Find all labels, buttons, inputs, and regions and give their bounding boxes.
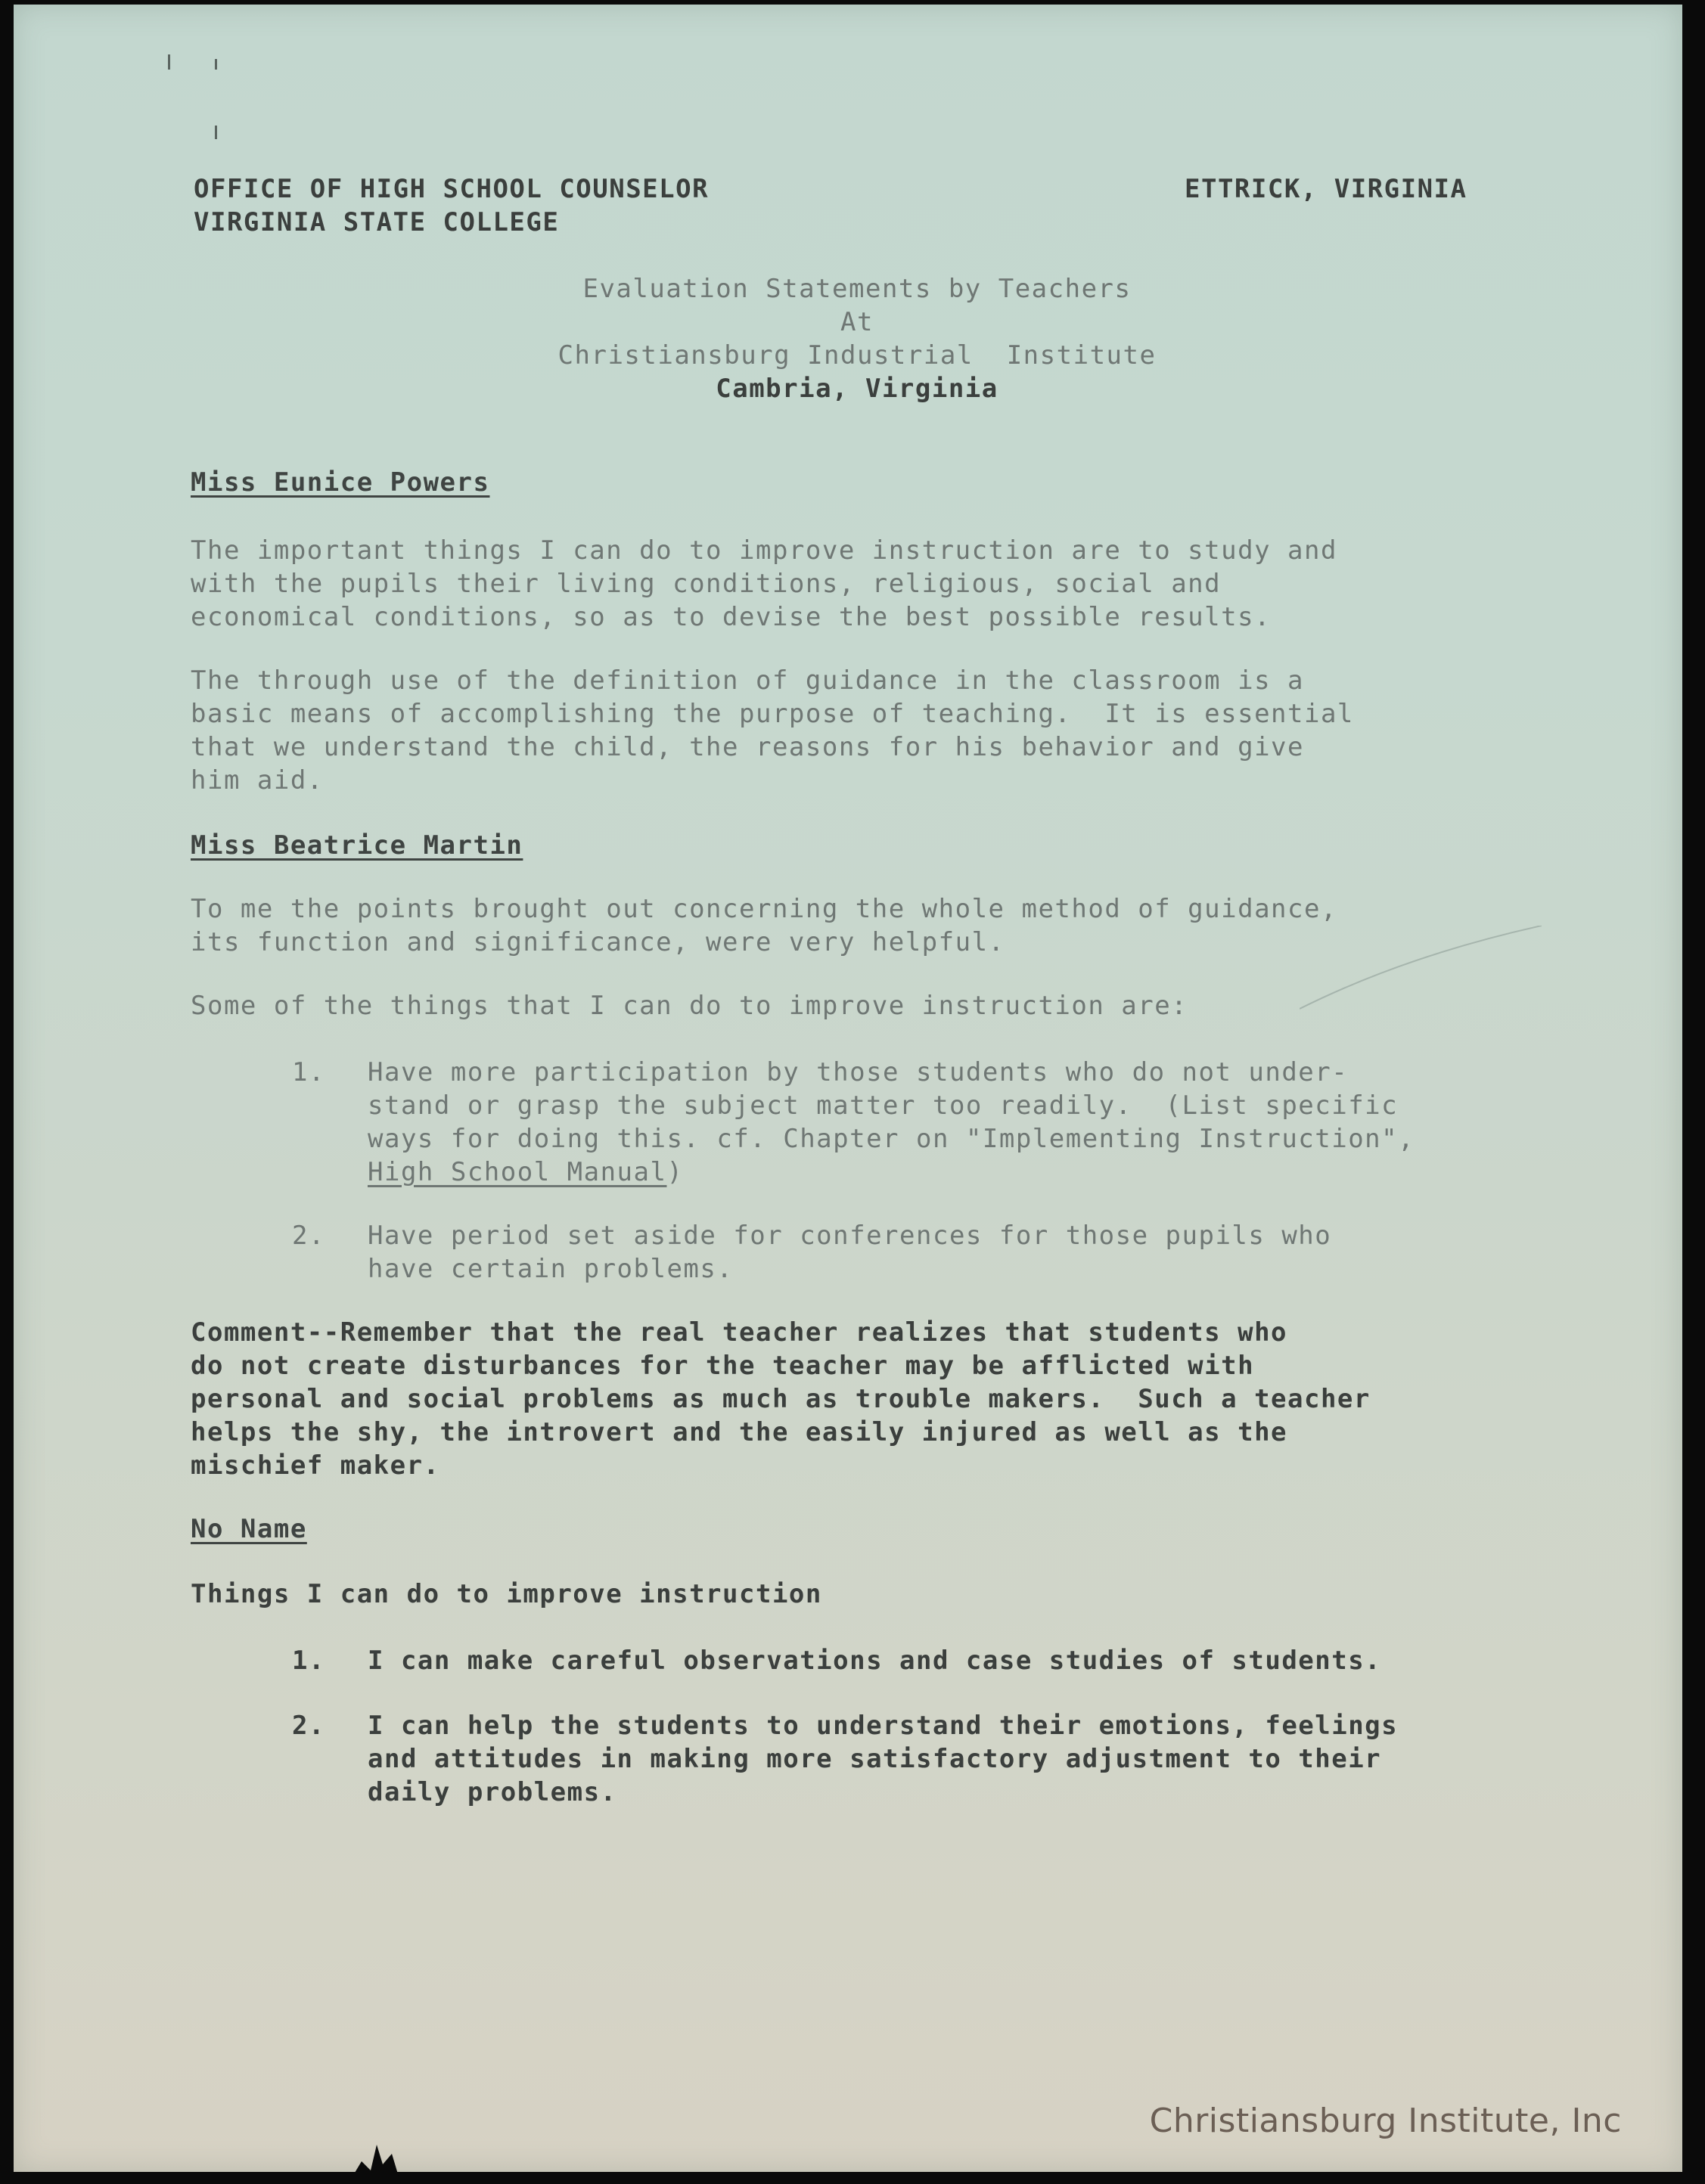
martin-item2-line-2: have certain problems. [368,1254,734,1284]
martin-item2-number: 2. [292,1221,325,1251]
noname-intro: Things I can do to improve instruction [191,1579,822,1609]
powers-p2-line-3: that we understand the child, the reasons for his behavior and give [191,732,1304,762]
martin-item1-line-3: ways for doing this. cf. Chapter on "Implementing Instruction", [368,1124,1415,1154]
martin-item1-line-4 [368,1156,683,1189]
noname-item1-number: 1. [292,1646,325,1676]
comment-line-3: personal and social problems as much as trouble makers. Such a teacher [191,1384,1371,1414]
margin-mark [215,59,217,70]
martin-item1-line-2: stand or grasp the subject matter too readily. (List specific [368,1090,1399,1121]
paper-tear [348,2131,401,2184]
powers-p1-line-2: with the pupils their living conditions, religious, social and [191,569,1222,599]
martin-item1-number: 1. [292,1057,325,1087]
powers-p1-line-3: economical conditions, so as to devise the best possible results. [191,602,1272,632]
location: ETTRICK, VIRGINIA [1185,174,1467,204]
martin-p2: Some of the things that I can do to improve instruction are: [191,991,1188,1021]
noname-item2-line-1: I can help the students to understand their emotions, feelings [368,1711,1399,1741]
title-line-3: Christiansburg Industrial Institute [557,340,1157,371]
document-page [14,5,1682,2172]
comment-line-4: helps the shy, the introvert and the easily injured as well as the [191,1417,1288,1447]
margin-mark [215,126,217,139]
noname-item2-line-2: and attitudes in making more satisfactory adjustment to their [368,1744,1382,1774]
title-line-2: At [840,307,874,337]
powers-p2-line-4: him aid. [191,765,324,796]
closing-paren: ) [666,1157,684,1187]
paper-crease [1300,926,1542,1016]
comment-line-5: mischief maker. [191,1450,440,1481]
martin-p1-line-1: To me the points brought out concerning the whole method of guidance, [191,894,1337,924]
noname-item1: I can make careful observations and case studies of students. [368,1646,1382,1676]
title-line-1: Evaluation Statements by Teachers [582,274,1132,304]
noname-item2-number: 2. [292,1711,325,1741]
section-heading-noname: No Name [191,1514,307,1544]
title-line-4: Cambria, Virginia [716,374,998,404]
office-line-2: VIRGINIA STATE COLLEGE [194,207,560,237]
watermark: Christiansburg Institute, Inc [1149,2102,1622,2140]
powers-p2-line-1: The through use of the definition of guidance in the classroom is a [191,665,1304,696]
office-line-1: OFFICE OF HIGH SCHOOL COUNSELOR [194,174,710,204]
powers-p1-line-1: The important things I can do to improve instruction are to study and [191,535,1337,566]
martin-item2-line-1: Have period set aside for conferences for those pupils who [368,1221,1332,1251]
comment-line-1: Comment--Remember that the real teacher realizes that students who [191,1317,1288,1348]
section-heading-martin: Miss Beatrice Martin [191,830,523,861]
section-heading-powers: Miss Eunice Powers [191,467,490,498]
martin-p1-line-2: its function and significance, were very helpful. [191,927,1005,957]
martin-item1-line-1: Have more participation by those students who do not under- [368,1057,1349,1087]
noname-item2-line-3: daily problems. [368,1777,617,1807]
powers-p2-line-2: basic means of accomplishing the purpose of teaching. It is essential [191,699,1354,729]
margin-mark [168,54,170,70]
manual-title: High School Manual [368,1157,667,1187]
comment-line-2: do not create disturbances for the teacher may be afflicted with [191,1351,1255,1381]
